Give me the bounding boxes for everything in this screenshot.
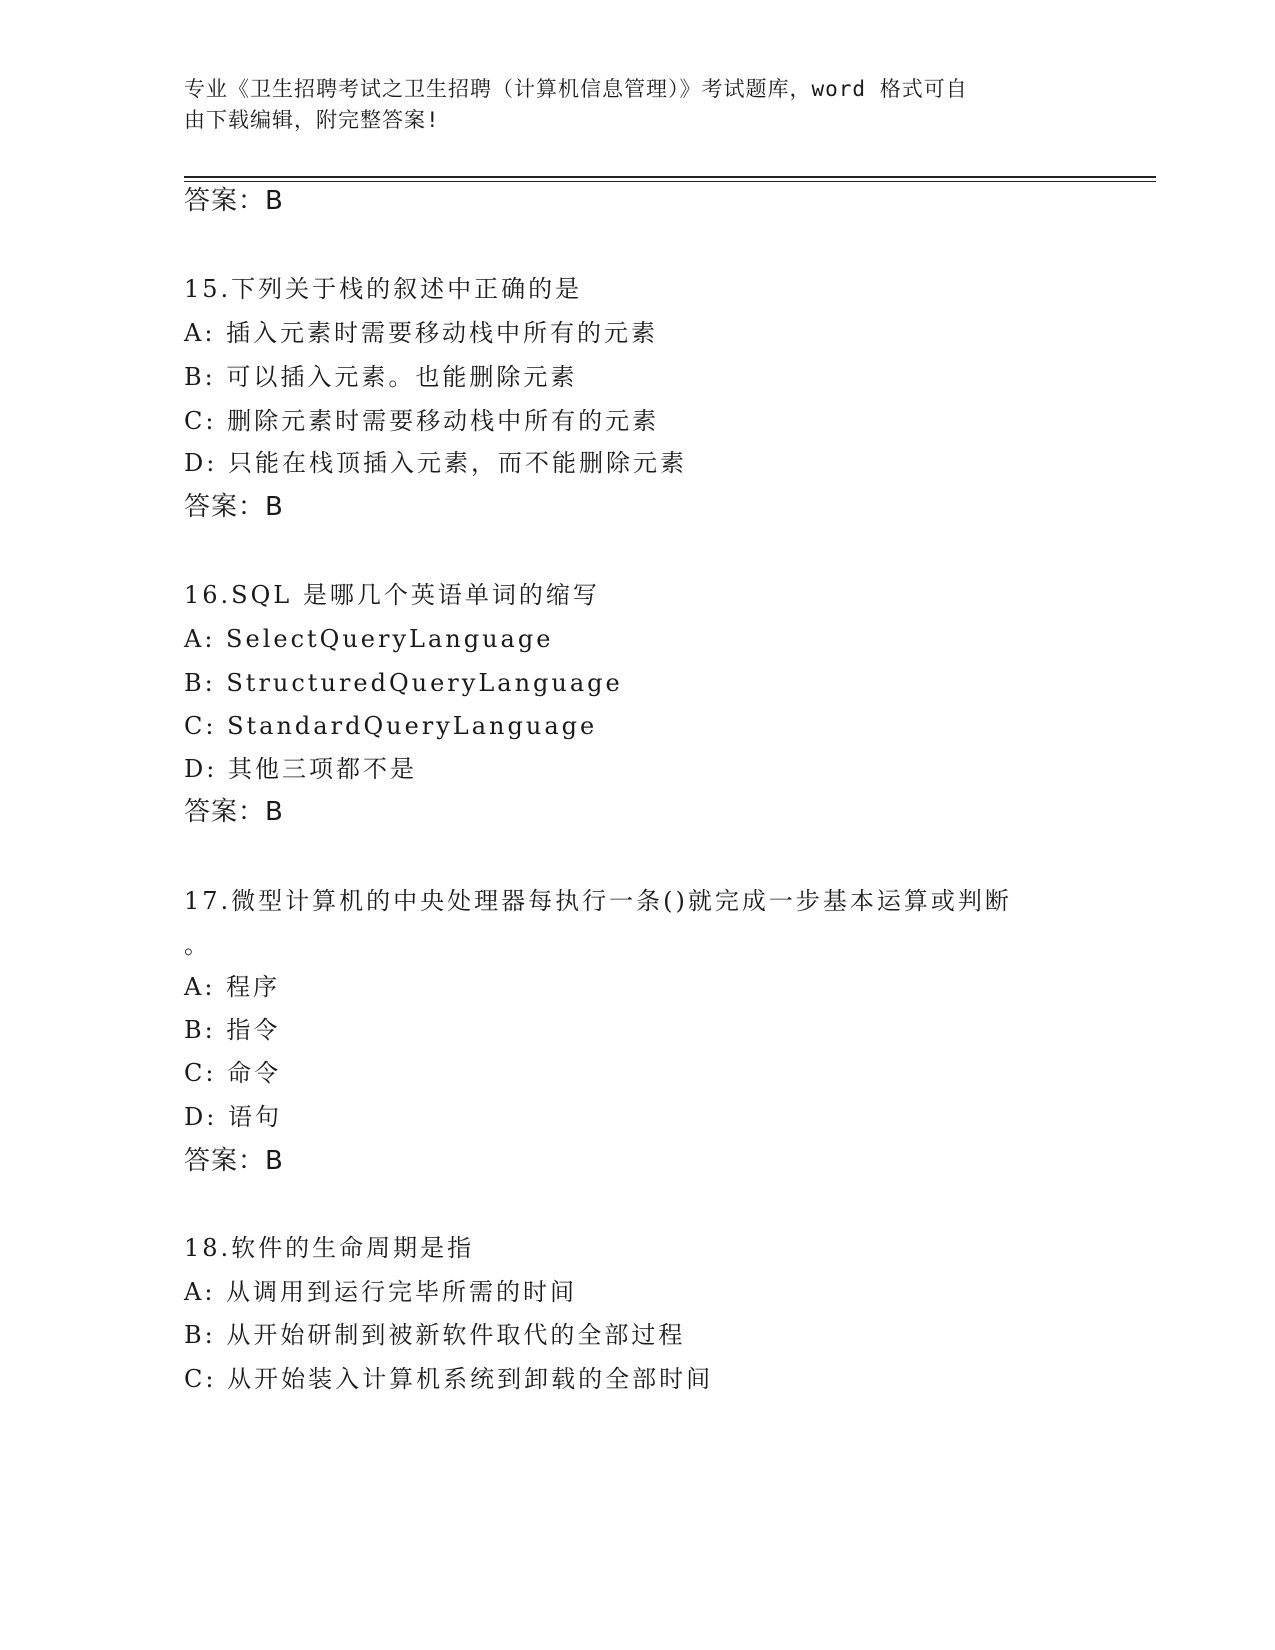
option-17-a: A: 程序 xyxy=(184,973,281,1001)
document-header xyxy=(184,74,1064,136)
option-16-b: B: StructuredQueryLanguage xyxy=(184,669,623,697)
answer-17: 答案：B xyxy=(184,1146,284,1176)
question-18: 18.软件的生命周期是指 xyxy=(184,1234,475,1262)
option-18-a: A: 从调用到运行完毕所需的时间 xyxy=(184,1278,578,1306)
option-15-a: A: 插入元素时需要移动栈中所有的元素 xyxy=(184,319,659,347)
answer-15: 答案：B xyxy=(184,492,284,522)
answer-16: 答案：B xyxy=(184,797,284,827)
option-18-c: C: 从开始装入计算机系统到卸载的全部时间 xyxy=(184,1365,714,1393)
option-17-c: C: 命令 xyxy=(184,1059,282,1087)
option-17-b: B: 指令 xyxy=(184,1016,281,1044)
header-rule-thick xyxy=(184,176,1156,178)
option-16-c: C: StandardQueryLanguage xyxy=(184,712,598,740)
option-18-b: B: 从开始研制到被新软件取代的全部过程 xyxy=(184,1321,686,1349)
question-15: 15.下列关于栈的叙述中正确的是 xyxy=(184,275,583,303)
option-16-d: D: 其他三项都不是 xyxy=(184,755,417,783)
option-15-d: D: 只能在栈顶插入元素，而不能删除元素 xyxy=(184,449,687,477)
question-16: 16.SQL 是哪几个英语单词的缩写 xyxy=(184,581,600,609)
question-17-continuation: 。 xyxy=(184,931,211,959)
option-16-a: A: SelectQueryLanguage xyxy=(184,625,554,653)
answer-line: 答案：B xyxy=(184,186,284,216)
header-line-2: 由下载编辑，附完整答案! xyxy=(184,108,440,132)
header-rule-thin xyxy=(184,181,1156,182)
header-line-1: 专业《卫生招聘考试之卫生招聘（计算机信息管理）》考试题库，word 格式可自 xyxy=(184,77,968,101)
option-15-c: C: 删除元素时需要移动栈中所有的元素 xyxy=(184,407,660,435)
option-15-b: B: 可以插入元素。也能删除元素 xyxy=(184,363,578,391)
question-17: 17.微型计算机的中央处理器每执行一条()就完成一步基本运算或判断 xyxy=(184,887,1012,915)
option-17-d: D: 语句 xyxy=(184,1103,282,1131)
